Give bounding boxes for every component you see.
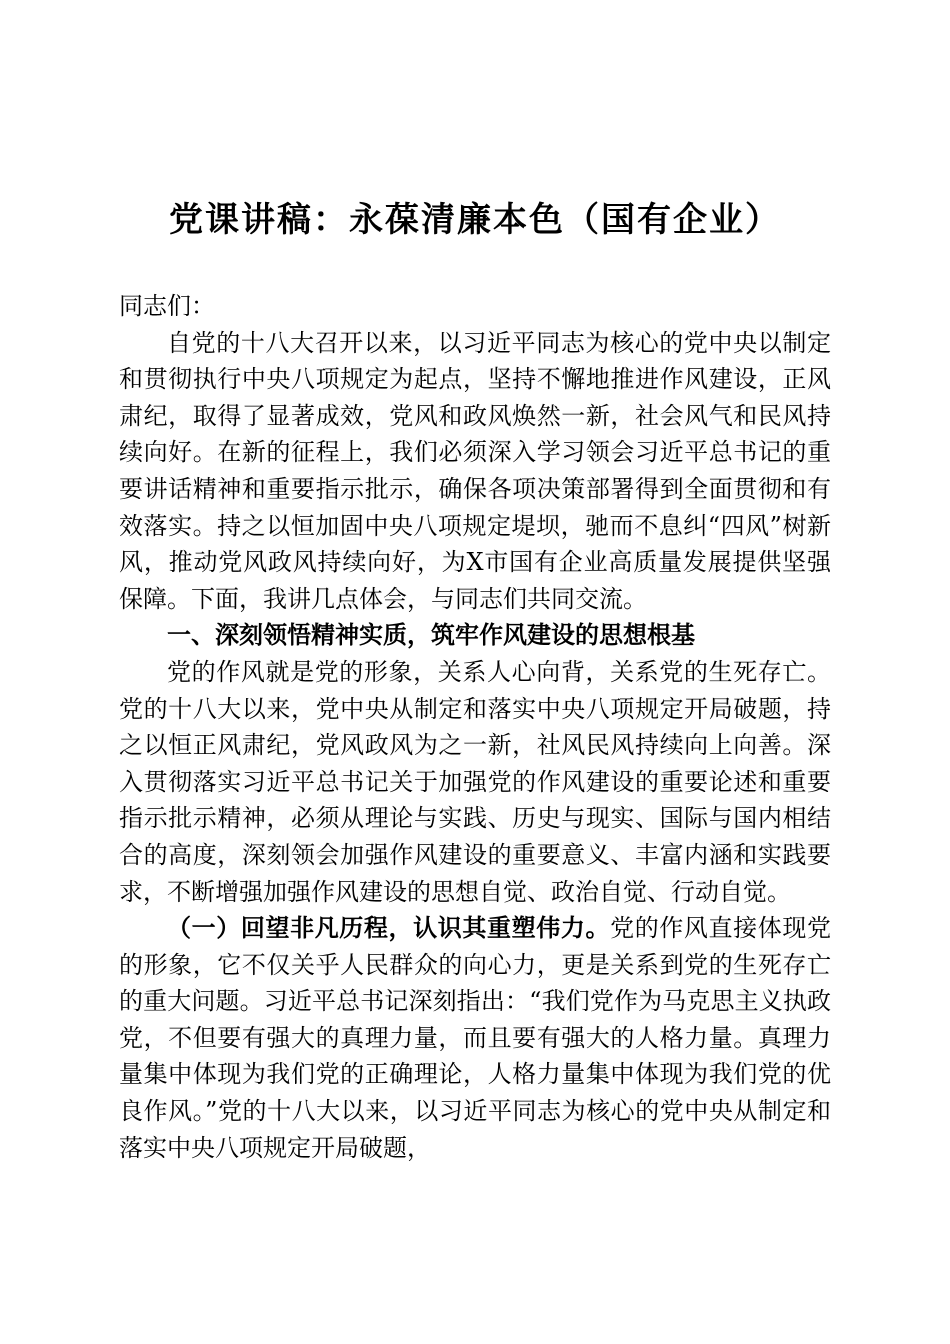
subsection-lead-1: （一）回望非凡历程，认识其重塑伟力。 xyxy=(167,913,611,943)
section-heading-1: 一、深刻领悟精神实质，筑牢作风建设的思想根基 xyxy=(167,620,695,650)
salutation: 同志们： xyxy=(119,292,215,320)
paragraph-section-1: 党的作风就是党的形象，关系人心向背，关系党的生死存亡。党的十八大以来，党中央从制定和落实中央八项规定开局破题，持之以恒正风肃纪，党风政风为之一新，社风民风持续向上向善。深入贯彻落实习近平总书记关于加强党的作风建设的重要论述和重要指示批示精神，必须从理论与实践、历史与现实、国际与国内相结合的高度，深刻领会加强作风建设的重要意义、丰富内涵和实践要求，不断增强加强作风建设的思想自觉、政治自觉、行动自觉。 xyxy=(119,657,831,906)
document-title: 党课讲稿：永葆清廉本色（国有企业） xyxy=(169,200,781,240)
document-body xyxy=(119,288,831,1166)
subsection-text-1: 党的作风直接体现党的形象，它不仅关乎人民群众的向心力，更是关系到党的生死存亡的重大问题。习近平总书记深刻指出：“我们党作为马克思主义执政党，不但要有强大的真理力量，而且要有强大的人格力量。真理力量集中体现为我们党的正确理论，人格力量集中体现为我们党的优良作风。”党的十八大以来，以习近平同志为核心的党中央从制定和落实中央八项规定开局破题， xyxy=(119,914,832,1162)
paragraph-intro: 自党的十八大召开以来，以习近平同志为核心的党中央以制定和贯彻执行中央八项规定为起点，坚持不懈地推进作风建设，正风肃纪，取得了显著成效，党风和政风焕然一新，社会风气和民风持续向好。在新的征程上，我们必须深入学习领会习近平总书记的重要讲话精神和重要指示批示，确保各项决策部署得到全面贯彻和有效落实。持之以恒加固中央八项规定堤坝，驰而不息纠“四风”树新风，推动党风政风持续向好，为X市国有企业高质量发展提供坚强保障。下面，我讲几点体会，与同志们共同交流。 xyxy=(119,328,831,613)
paragraph-subsection-1 xyxy=(119,910,831,1166)
